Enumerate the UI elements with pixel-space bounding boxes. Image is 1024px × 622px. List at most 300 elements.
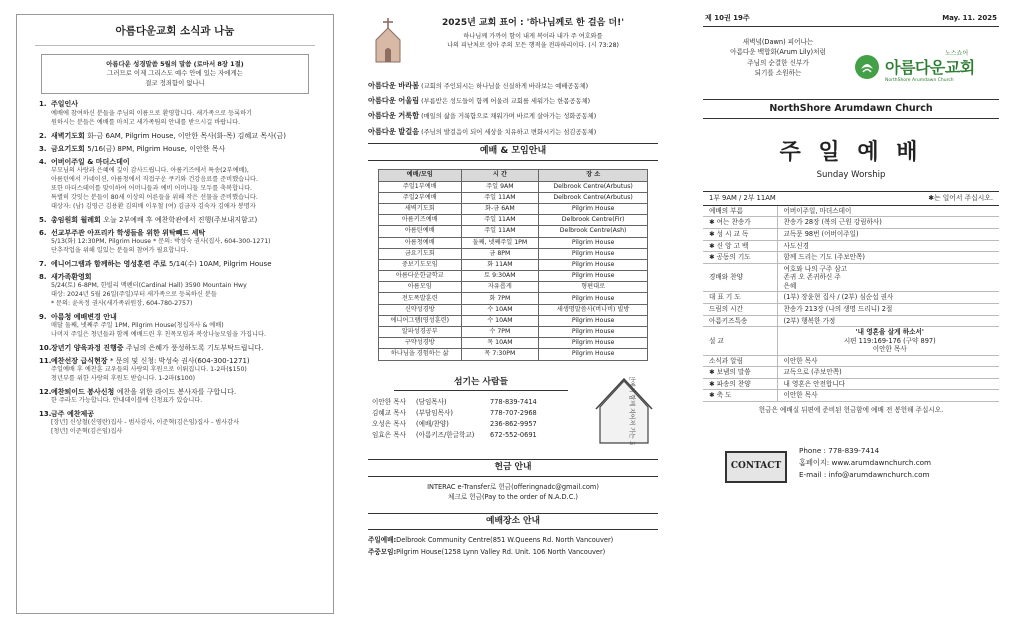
servers-section xyxy=(368,377,658,448)
news-item-line: 5/24(토) 6-8PM, 한빌리 맥펜터(Cardinal Hall) 3590 Mountain Hwy xyxy=(51,282,247,290)
news-item-inline: * 문의 및 신청: 박성숙 권사(604-300-1271) xyxy=(109,357,250,366)
motto-text: (부름받은 성도들이 함께 어울려 교회를 세워가는 한몸공동체) xyxy=(421,98,591,106)
schedule-row xyxy=(379,349,648,360)
servers-title: 섬기는 사람들 xyxy=(394,377,568,391)
schedule-cell: Pilgrim House xyxy=(539,327,648,338)
schedule-cell: Delbrook Centre(Arbutus) xyxy=(539,181,648,192)
order-label: 보냄의 말씀 xyxy=(716,368,751,377)
place-row xyxy=(368,547,658,559)
news-item-heading xyxy=(39,260,319,269)
contact-section xyxy=(703,445,999,483)
news-item-number: 2. xyxy=(39,131,47,140)
order-content-line: 이안한 목사 xyxy=(783,356,818,365)
server-cell: 오성은 목사 xyxy=(372,419,406,428)
news-item-line: 아름틴에서 카네이션, 아름청에서 직접구운 쿠키와 건강음료를 준비했습니다. xyxy=(51,175,259,183)
order-label-cell xyxy=(703,327,777,356)
news-item-line: 특별히 갓잇는 분들이 80세 이상의 어른들을 위해 작은 선물을 준비했습니다. xyxy=(51,193,258,201)
schedule-cell: 주일 9AM xyxy=(461,181,539,192)
order-label: 경배와 찬양 xyxy=(709,273,743,282)
monthly-verse-line: 결코 정죄함이 없나니 xyxy=(145,78,205,87)
news-item-line: 부모님의 사랑과 은혜에 깊이 감사드립니다. 아름키즈에서 특송(2부예배), xyxy=(51,166,249,174)
order-label: 소식과 알림 xyxy=(709,356,743,365)
year-theme-title: 2025년 교회 표어 : '하나님께로 한 걸음 더!' xyxy=(442,18,624,28)
schedule-table xyxy=(378,169,648,361)
monthly-verse-line: 그러므로 이제 그리스도 예수 안에 있는 자에게는 xyxy=(107,69,243,78)
order-label: 신 앙 고 백 xyxy=(716,241,749,250)
offering-line: INTERAC e-Transfer로 헌금(offeringnadc@gmail.com) xyxy=(427,482,599,491)
order-label-cell xyxy=(703,240,777,252)
schedule-cell: 수 10AM xyxy=(461,315,539,326)
schedule-cell: 알파성경공부 xyxy=(379,327,462,338)
news-item xyxy=(39,273,319,309)
schedule-cell: Pilgrim House xyxy=(539,248,648,259)
order-content-line: (2부) 행복한 가정 xyxy=(783,316,836,325)
news-item-heading xyxy=(39,158,319,167)
motto-text: (교회의 주인되시는 하나님을 신실하게 바라보는 예배공동체) xyxy=(421,83,589,90)
schedule-cell: 둘째, 넷째주일 1PM xyxy=(461,237,539,248)
news-item xyxy=(39,344,319,353)
motto-item xyxy=(368,124,658,139)
stand-note: ✱는 일어서 주십시오. xyxy=(928,194,993,203)
order-label: 대 표 기 도 xyxy=(709,293,741,302)
schedule-cell: 토 9:30AM xyxy=(461,271,539,282)
order-content-line: 사도신경 xyxy=(783,241,809,250)
schedule-row xyxy=(379,248,648,259)
news-item-heading xyxy=(39,132,319,141)
server-row xyxy=(368,408,594,419)
schedule-cell: 에니어그램(영성훈련) xyxy=(379,315,462,326)
motto-text: (주님의 발걸음이 되어 세상을 치유하고 변화시키는 섬김공동체) xyxy=(421,128,597,136)
news-item xyxy=(39,410,319,437)
schedule-row xyxy=(379,338,648,349)
order-row xyxy=(703,252,999,264)
order-label: 예배의 부름 xyxy=(709,206,743,215)
order-row xyxy=(703,263,999,292)
schedule-row xyxy=(379,192,648,203)
news-item-title: 예찬퇴이드 봉사신청 xyxy=(51,388,115,397)
order-content-line: 교독으로 (주보안쪽) xyxy=(783,368,842,377)
offering-info xyxy=(368,482,658,503)
contact-email[interactable]: E-mail : info@arumdawnchurch.com xyxy=(799,470,930,480)
server-cell: (담임목사) xyxy=(416,397,447,406)
schedule-cell: 중보기도모임 xyxy=(379,259,462,270)
order-row xyxy=(703,327,999,356)
stand-star-icon: ✱ xyxy=(709,379,715,388)
schedule-cell: Pilgrim House xyxy=(539,259,648,270)
news-item-heading xyxy=(39,313,319,322)
order-row xyxy=(703,315,999,327)
order-content-line: 은혜 xyxy=(783,281,797,290)
schedule-cell: 화 7PM xyxy=(461,293,539,304)
server-row xyxy=(368,430,594,441)
schedule-cell: Pilgrim House xyxy=(539,293,648,304)
schedule-cell: Pilgrim House xyxy=(539,315,648,326)
news-item-number: 10. xyxy=(39,344,52,353)
server-cell: 이안한 목사 xyxy=(372,397,406,406)
order-label: 여는 찬송가 xyxy=(716,218,751,227)
news-item-heading xyxy=(39,388,319,397)
schedule-row xyxy=(379,315,648,326)
news-item-heading xyxy=(39,344,319,353)
news-item-number: 11. xyxy=(39,357,52,366)
order-label: 드림의 시간 xyxy=(709,304,743,313)
order-content-line: 여호와 나의 구주 삼고 xyxy=(783,264,848,273)
worship-title: 주 일 예 배 xyxy=(779,140,923,166)
schedule-cell: 주일 11AM xyxy=(461,192,539,203)
news-item-title: 주일인사 xyxy=(51,100,79,109)
news-item-number: 13. xyxy=(39,410,52,419)
issue-bar xyxy=(703,14,999,27)
order-label-cell xyxy=(703,378,777,390)
order-label-cell xyxy=(703,315,777,327)
news-item xyxy=(39,158,319,212)
theme-verse-line: 하나님께 가까이 함이 내게 복이라 내가 주 여호와를 xyxy=(463,32,603,40)
contact-label: CONTACT xyxy=(725,451,787,483)
schedule-cell: Pilgrim House xyxy=(539,271,648,282)
schedule-cell: Pilgrim House xyxy=(539,237,648,248)
schedule-cell: 신약성경방 xyxy=(379,304,462,315)
order-content-line: 함께 드리는 기도 (주보안쪽) xyxy=(783,253,865,262)
church-logo xyxy=(853,35,999,99)
order-content-cell xyxy=(777,390,999,402)
intro-line: 아름다운 백합화(Arum Lily)처럼 xyxy=(730,48,826,57)
news-item-line: 5/13(화) 12:30PM, Pilgrim House * 문의: 박성숙 권사(집사, 604-300-1271) xyxy=(51,237,271,245)
order-content-line: 교독문 98번 (어버이주일) xyxy=(783,230,859,239)
schedule-row xyxy=(379,271,648,282)
schedule-cell: 주일2부예배 xyxy=(379,192,462,203)
news-item-line: 원하시는 분들은 예배를 마치고 새가족팀의 안내를 받으시길 바랍니다. xyxy=(51,118,241,126)
motto-item xyxy=(368,108,658,123)
schedule-row xyxy=(379,327,648,338)
order-content-line: 찬송가 213장 (나의 생명 드리니) 2절 xyxy=(783,304,893,313)
order-content-cell xyxy=(777,240,999,252)
order-row xyxy=(703,390,999,402)
schedule-row xyxy=(379,293,648,304)
schedule-cell: 주일1부예배 xyxy=(379,181,462,192)
order-row xyxy=(703,303,999,315)
order-label-cell xyxy=(703,292,777,304)
news-item xyxy=(39,357,319,384)
order-content-cell xyxy=(777,229,999,241)
news-item-line: [장년] 신상철(신영란)집사 - 범사감사, 이준혁(김은임)집사 - 범사감사 xyxy=(51,419,240,427)
news-item-number: 7. xyxy=(39,259,47,268)
theme-verse-line: 나의 피난처로 삼아 주의 모든 행적을 전파하리이다. (시 73:28) xyxy=(447,41,619,49)
news-item-line: 대상: 2024년 5월 26일(주일)부터 새가족으로 등록하신 분들 xyxy=(51,291,217,299)
order-content-cell xyxy=(777,315,999,327)
stand-star-icon: ✱ xyxy=(709,253,715,262)
news-item-heading xyxy=(39,229,319,238)
order-content-cell xyxy=(777,355,999,367)
news-item-title: 금주 예찬제공 xyxy=(51,410,95,419)
schedule-cell: 전도폭발훈련 xyxy=(379,293,462,304)
schedule-cell: 하나님을 경험하는 삶 xyxy=(379,349,462,360)
order-label-cell xyxy=(703,217,777,229)
schedule-cell: 주일 11AM xyxy=(461,215,539,226)
order-content-cell xyxy=(777,378,999,390)
places-info xyxy=(368,535,658,558)
news-item-title: 장년기 양육과정 진행중 xyxy=(51,344,124,353)
news-item-inline: 오늘 2부예배 후 예찬학관에서 진행(주보내지함고) xyxy=(103,215,258,224)
schedule-cell: 새생명말씀사(버나비) 빌방 xyxy=(539,304,648,315)
cover-intro xyxy=(703,35,999,99)
place-address: Delbrook Community Centre(851 W.Queens Rd. North Vancouver) xyxy=(396,536,614,545)
order-row xyxy=(703,367,999,379)
order-content-line: 시편 119:169-176 (구약 897) xyxy=(843,336,936,345)
schedule-cell: 아름키즈예배 xyxy=(379,215,462,226)
order-content-line: 존귀 오 존귀하신 주 xyxy=(783,273,841,282)
news-item xyxy=(39,388,319,406)
schedule-cell: 아름다운한글학교 xyxy=(379,271,462,282)
lily-logo-icon xyxy=(853,53,881,81)
logo-small-text: 노스쇼어 xyxy=(945,49,969,57)
order-row xyxy=(703,292,999,304)
news-item-title: 아름청 예배변경 안내 xyxy=(51,313,117,322)
order-label-cell xyxy=(703,206,777,217)
news-item-title: 총임원회 월례회 xyxy=(51,215,101,224)
service-times-bar xyxy=(703,191,999,206)
order-label-cell xyxy=(703,367,777,379)
motto-keyword: 아름다운 어울림 xyxy=(368,96,420,106)
news-item-heading xyxy=(39,357,319,366)
news-item-number: 1. xyxy=(39,100,47,109)
news-item-line: 또한 마더스데이를 맞이하여 어머니들과 예비 어머니들 모두를 축복합니다. xyxy=(51,184,253,192)
place-row xyxy=(368,535,658,547)
issue-number: 제 10권 19주 xyxy=(705,14,750,22)
schedule-title: 예배 & 모임안내 xyxy=(368,143,658,161)
schedule-cell: 화-금 6AM xyxy=(461,203,539,214)
cover-panel xyxy=(703,14,999,614)
order-content-line: 어버이주일, 마더스데이 xyxy=(783,206,852,215)
server-cell: (부담임목사) xyxy=(416,408,453,417)
news-item xyxy=(39,216,319,225)
news-item-heading xyxy=(39,145,319,154)
schedule-row xyxy=(379,304,648,315)
news-item-inline: 예찬을 위한 라이드 봉사자를 구합니다. xyxy=(116,388,237,397)
schedule-cell: 금요기도회 xyxy=(379,248,462,259)
schedule-cell: 금 8PM xyxy=(461,248,539,259)
schedule-header-row xyxy=(379,169,648,181)
schedule-header-cell: 예배/모임 xyxy=(379,169,462,181)
news-item-title: 금요기도회 xyxy=(51,144,85,153)
motto-text: (매일의 삶을 거룩함으로 채워가며 바르게 살아가는 성화공동체) xyxy=(421,113,597,121)
order-content-cell xyxy=(777,327,999,356)
schedule-cell: 아름틴예배 xyxy=(379,226,462,237)
news-item-number: 3. xyxy=(39,144,47,153)
house-icon xyxy=(594,377,658,448)
news-item-number: 12. xyxy=(39,388,52,397)
news-item-title: 어버이주일 & 마더스데이 xyxy=(51,157,130,166)
place-address: Pilgrim House(1258 Lynn Valley Rd. Unit. 106 North Vancouver) xyxy=(396,547,606,556)
news-item-heading xyxy=(39,273,319,282)
schedule-cell: 주일 11AM xyxy=(461,226,539,237)
news-item-line: * 문의: 윤옥정 권사(새가족위원장, 604-780-2757) xyxy=(51,300,193,308)
server-cell: 236-862-9957 xyxy=(490,419,537,428)
news-item-title: 에니어그램과 함께하는 영성훈련 주로 xyxy=(51,259,167,268)
news-item-title: 새벽기도회 xyxy=(51,131,85,140)
schedule-row xyxy=(379,259,648,270)
news-item xyxy=(39,229,319,256)
intro-text xyxy=(703,35,853,99)
schedule-header-cell: 시 간 xyxy=(461,169,539,181)
schedule-cell: 목 7:30PM xyxy=(461,349,539,360)
server-cell: 778-707-2968 xyxy=(490,408,537,417)
schedule-cell: Pilgrim House xyxy=(539,349,648,360)
order-label: 성 시 교 독 xyxy=(716,230,749,239)
news-item xyxy=(39,260,319,269)
news-title: 아름다운교회 소식과 나눔 xyxy=(35,15,315,46)
news-item-line: 예배에 참여하신 분들을 주님의 이름으로 환영합니다. 새가족으로 등록하기 xyxy=(51,109,253,117)
schedule-cell: 수 7PM xyxy=(461,327,539,338)
news-item xyxy=(39,100,319,127)
server-cell: 672-552-0691 xyxy=(490,430,537,439)
schedule-cell: 아름청예배 xyxy=(379,237,462,248)
news-item-number: 9. xyxy=(39,313,47,322)
schedule-cell: 새벽기도회 xyxy=(379,203,462,214)
server-cell: (예배/찬양) xyxy=(416,419,449,428)
contact-info xyxy=(799,445,931,483)
order-label-cell xyxy=(703,252,777,264)
schedule-row xyxy=(379,181,648,192)
schedule-cell: Delbrook Centre(Ash) xyxy=(539,226,648,237)
schedule-row xyxy=(379,215,648,226)
news-item-line: 매달 둘째, 넷째주 주일 1PM, Pilgrim House(청십자사 & 예배) xyxy=(51,322,224,330)
motto-keyword: 아름다운 발걸음 xyxy=(368,126,420,136)
news-panel xyxy=(16,14,334,614)
places-title: 예배장소 안내 xyxy=(368,513,658,530)
schedule-row xyxy=(379,203,648,214)
monthly-verse-box xyxy=(41,54,309,95)
news-item-inline: 주님의 은혜가 풍성하도록 기도부탁드립니다. xyxy=(125,344,264,353)
order-content-cell xyxy=(777,292,999,304)
schedule-cell: 화 11AM xyxy=(461,259,539,270)
schedule-cell: Pilgrim House xyxy=(539,203,648,214)
server-cell: 임효은 목사 xyxy=(372,430,406,439)
news-item-line: 나머지 주일은 청년들과 함께 예배드린 후 친목모임과 복상나눔모임을 가집니다. xyxy=(51,331,266,339)
order-label-cell xyxy=(703,355,777,367)
place-label: 주일예배: xyxy=(368,536,397,545)
order-content-line: (1부) 장윤현 집사 / (2부) 심순섭 권사 xyxy=(783,293,894,302)
server-cell: 778-839-7414 xyxy=(490,397,537,406)
order-row xyxy=(703,240,999,252)
server-row xyxy=(368,397,594,408)
order-label-cell xyxy=(703,303,777,315)
order-label: 아름키즈특송 xyxy=(709,316,748,325)
news-item-inline: 5/14(수) 10AM, Pilgrim House xyxy=(168,259,272,268)
order-row xyxy=(703,378,999,390)
logo-english: NorthShore Arumdawn Church xyxy=(885,78,954,84)
news-item xyxy=(39,145,319,154)
order-content-cell xyxy=(777,367,999,379)
news-item-inline: 화-금 6AM, Pilgrim House, 이안한 목사(화-목) 김혜교 목사(금) xyxy=(87,131,286,140)
stand-star-icon: ✱ xyxy=(709,368,715,377)
monthly-verse-title: 아름다운 성경말씀 5월의 말씀 (로마서 8장 1절) xyxy=(106,59,244,68)
server-cell: 김혜교 목사 xyxy=(372,408,406,417)
news-item-line: 단추작업을 위해 일있는 분들의 참여가 필요합니다. xyxy=(51,246,189,254)
news-item-line: 대상자: (남) 김영근 김용환 김의배 이우철 (여) 김금자 김숙자 김애자 봉명자 xyxy=(51,202,256,210)
house-text: 예수 안에서 함께 지어져 가는 교회 xyxy=(628,376,635,445)
order-content-cell xyxy=(777,217,999,229)
motto-keyword: 아름다운 바라봄 xyxy=(368,81,420,90)
order-label: 공동의 기도 xyxy=(716,253,751,262)
news-item-line: [청년] 이준혁(김은임)집사 xyxy=(51,428,123,436)
order-label-cell xyxy=(703,229,777,241)
news-item xyxy=(39,132,319,141)
news-item-heading xyxy=(39,100,319,109)
stand-star-icon: ✱ xyxy=(709,391,715,400)
schedule-row xyxy=(379,226,648,237)
order-label: 축 도 xyxy=(716,391,732,400)
news-item-number: 8. xyxy=(39,272,47,281)
offering-line: 체크로 헌금(Pay to the order of N.A.D.C.) xyxy=(448,493,578,502)
order-content-line: 이안한 목사 xyxy=(872,345,907,354)
order-content-line: 찬송가 28장 (복의 근원 강림하사) xyxy=(783,218,882,227)
news-item-title: 선교부주관 아프리카 학생들을 위한 위탁빼드 세탁 xyxy=(51,228,206,237)
schedule-cell: Delbrook Centre(Arbutus) xyxy=(539,192,648,203)
contact-phone: Phone : 778-839-7414 xyxy=(799,445,880,455)
news-item-title: 예찬선장 급식현장 xyxy=(51,357,108,366)
schedule-cell: 구약성경방 xyxy=(379,338,462,349)
service-times: 1부 9AM / 2부 11AM xyxy=(709,194,776,203)
contact-website[interactable]: 홈페이지: www.arumdawnchurch.com xyxy=(799,457,932,467)
schedule-cell: 형편대로 xyxy=(539,282,648,293)
order-of-worship xyxy=(703,206,999,402)
schedule-cell: Delbrook Centre(Fir) xyxy=(539,215,648,226)
news-item-title: 새가족환영회 xyxy=(51,272,92,281)
schedule-cell: 수 10AM xyxy=(461,304,539,315)
news-item-number: 4. xyxy=(39,157,47,166)
order-content-line: '내 영혼을 살게 하소서' xyxy=(855,328,924,337)
news-item-number: 5. xyxy=(39,215,47,224)
order-row xyxy=(703,206,999,217)
news-item-line: 한 주라도 가능합니다. 안내데이블에 신청표가 있습니다. xyxy=(51,397,203,405)
stand-star-icon: ✱ xyxy=(709,241,715,250)
order-content-line: 내 영혼은 안전합니다 xyxy=(783,379,846,388)
order-content-cell xyxy=(777,206,999,217)
order-content-cell xyxy=(777,252,999,264)
offering-title: 헌금 안내 xyxy=(368,459,658,476)
order-content-cell xyxy=(777,303,999,315)
order-label: 설 교 xyxy=(709,336,724,345)
order-label-cell xyxy=(703,390,777,402)
news-items xyxy=(17,100,333,437)
issue-date: May. 11. 2025 xyxy=(942,14,997,22)
place-label: 주중모임: xyxy=(368,547,397,556)
worship-subtitle: Sunday Worship xyxy=(816,170,886,181)
news-item-heading xyxy=(39,216,319,225)
schedule-row xyxy=(379,282,648,293)
order-row xyxy=(703,217,999,229)
server-row xyxy=(368,419,594,430)
stand-star-icon: ✱ xyxy=(709,230,715,239)
order-content-line: 이안한 목사 xyxy=(783,391,818,400)
schedule-cell: 아름모임 xyxy=(379,282,462,293)
schedule-cell: 목 10AM xyxy=(461,338,539,349)
news-item xyxy=(39,313,319,340)
news-item-line: 청년부를 위한 사랑의 후원도 받습니다. 1-2파($100) xyxy=(51,375,196,383)
schedule-row xyxy=(379,237,648,248)
schedule-cell: Pilgrim House xyxy=(539,338,648,349)
intro-line: 되기를 소원하는 xyxy=(754,68,802,77)
intro-line: 주님의 순결한 신부가 xyxy=(747,58,809,67)
logo-korean: 아름다운교회 xyxy=(885,57,975,77)
church-name: NorthShore Arumdawn Church xyxy=(703,99,999,119)
offering-note: 헌금은 예배실 뒤편에 준비된 헌금함에 예배 전 봉헌해 주십시오. xyxy=(758,406,944,415)
schedule-header-cell: 장 소 xyxy=(539,169,648,181)
intro-line: 새벽녘(Dawn) 피어나는 xyxy=(742,38,814,47)
motto-keyword: 아름다운 거룩함 xyxy=(368,111,420,121)
server-cell: (아름키즈/한글학교) xyxy=(416,430,475,439)
stand-star-icon: ✱ xyxy=(709,218,715,227)
